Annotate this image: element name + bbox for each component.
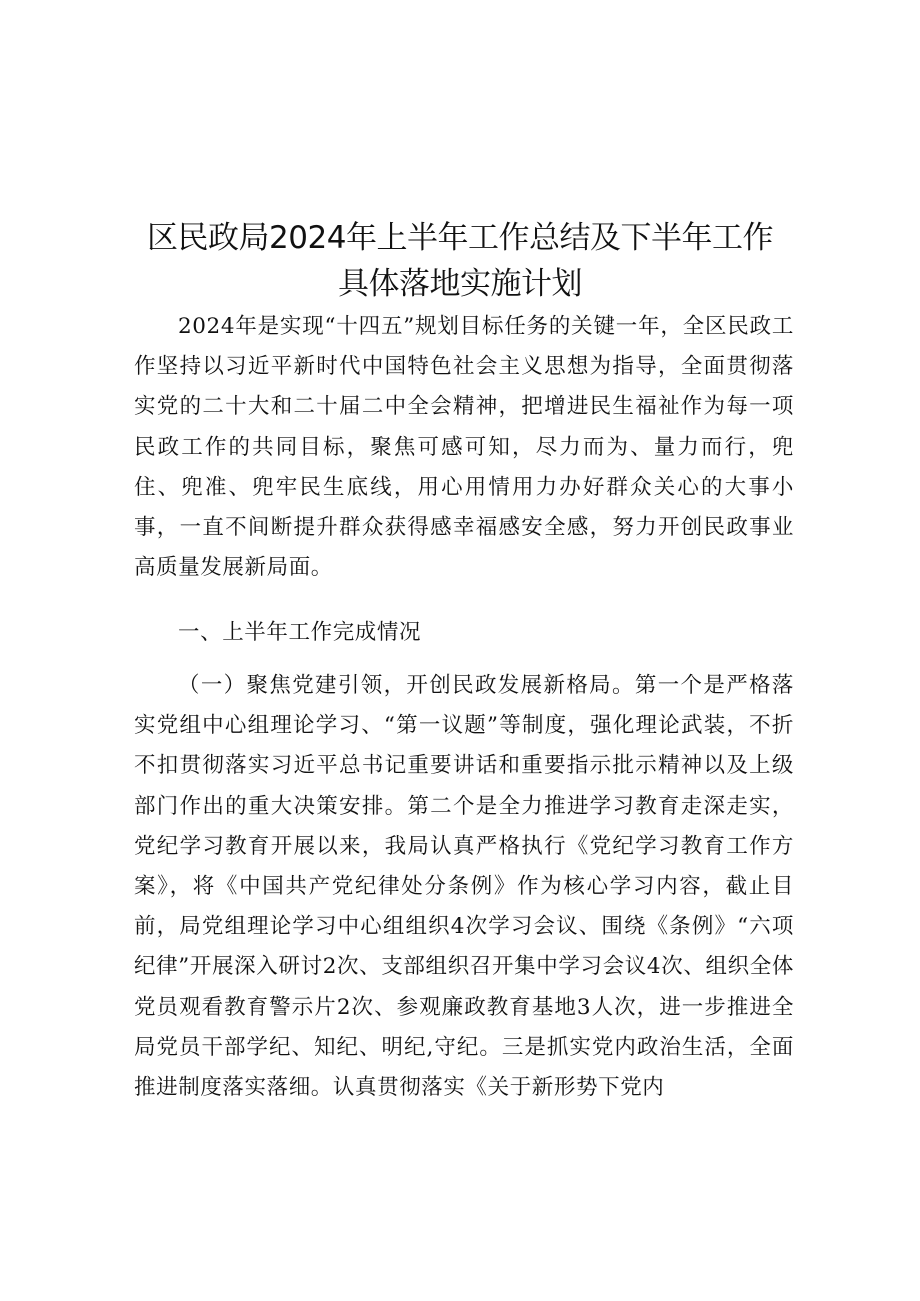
document-title bbox=[120, 215, 800, 307]
section-heading: 一、上半年工作完成情况 bbox=[178, 620, 422, 645]
title-line-1: 区民政局2024年上半年工作总结及下半年工作 bbox=[147, 220, 773, 256]
intro-paragraph: 2024年是实现“十四五”规划目标任务的关键一年，全区民政工作坚持以习近平新时代中国特色社会主义思想为指导，全面贯彻落实党的二十大和二十届二中全会精神，把增进民生福祉作为每一项民政工作的共同目标，聚焦可感可知，尽力而为、量力而行，兜住、兜准、兜牢民生底线，用心用情用力办好群众关心的大事小事，一直不间断提升群众获得感幸福感安全感，努力开创民政事业高质量发展新局面。 bbox=[134, 314, 794, 581]
title-line-2: 具体落地实施计划 bbox=[338, 266, 582, 302]
section-paragraph: （一）聚焦党建引领，开创民政发展新格局。第一个是严格落实党组中心组理论学习、“第一议题”等制度，强化理论武装，不折不扣贯彻落实习近平总书记重要讲话和重要指示批示精神以及上级部门作出的重大决策安排。第二个是全力推进学习教育走深走实，党纪学习教育开展以来，我局认真严格执行《党纪学习教育工作方案》，将《中国共产党纪律处分条例》作为核心学习内容，截止目前，局党组理论学习中心组组织4次学习会议、围绕《条例》“六项纪律”开展深入研讨2次、支部组织召开集中学习会议4次、组织全体党员观看教育警示片2次、参观廉政教育基地3人次，进一步推进全局党员干部学纪、知纪、明纪,守纪。三是抓实党内政治生活，全面推进制度落实落细。认真贯彻落实《关于新形势下党内 bbox=[134, 673, 794, 1101]
